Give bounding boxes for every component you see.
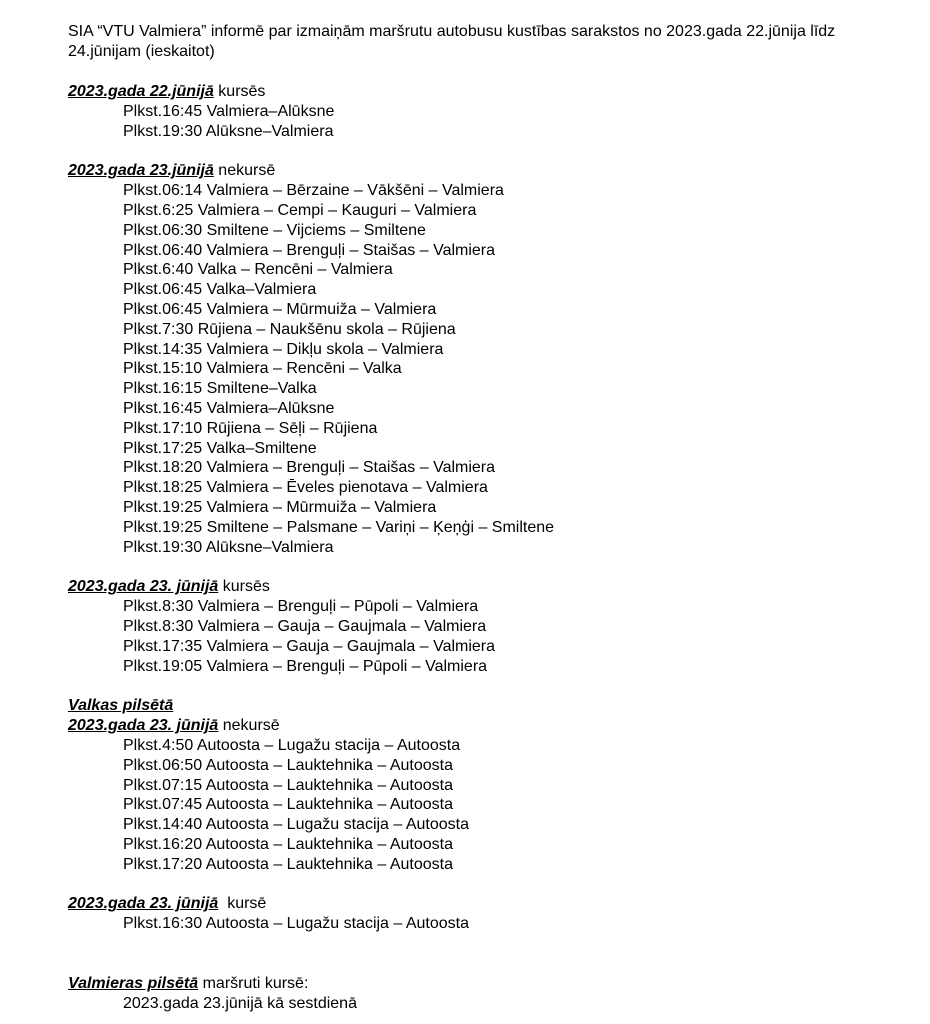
section-status: nekursē	[213, 162, 276, 180]
route-item: Plkst.18:25 Valmiera – Ēveles pienotava – Valmiera	[123, 479, 488, 497]
section-june-23-not-running	[68, 161, 888, 557]
route-item: Plkst.8:30 Valmiera – Gauja – Gaujmala – Valmiera	[123, 617, 487, 635]
route-item: Plkst.06:45 Valmiera – Mūrmuiža – Valmiera	[123, 300, 437, 318]
section-status: kursēs	[218, 578, 270, 596]
route-item: Plkst.14:35 Valmiera – Dikļu skola – Valmiera	[123, 340, 444, 358]
section-heading	[68, 974, 888, 994]
section-heading	[68, 577, 888, 597]
route-item: Plkst.7:30 Rūjiena – Naukšēnu skola – Rūjiena	[123, 320, 456, 338]
route-item: Plkst.06:45 Valka–Valmiera	[123, 281, 317, 299]
section-date: 2023.gada 23.jūnijā	[68, 162, 214, 180]
route-item: Plkst.07:15 Autoosta – Lauktehnika – Autoosta	[123, 776, 454, 794]
city-title	[68, 696, 888, 716]
route-item: Plkst.06:40 Valmiera – Brenguļi – Staišas – Valmiera	[123, 241, 496, 259]
route-item: Plkst.8:30 Valmiera – Brenguļi – Pūpoli – Valmiera	[123, 598, 479, 616]
section-heading	[68, 716, 888, 736]
section-date: 2023.gada 22.jūnijā	[68, 83, 214, 100]
section-heading	[68, 82, 888, 102]
document-page	[68, 22, 888, 1014]
route-item: Plkst.06:30 Smiltene – Vijciems – Smiltene	[123, 221, 426, 239]
section-heading	[68, 894, 888, 914]
section-status: kursē	[218, 895, 267, 913]
route-item: Plkst.06:50 Autoosta – Lauktehnika – Autoosta	[123, 756, 454, 774]
route-item: Plkst.6:25 Valmiera – Cempi – Kauguri – Valmiera	[123, 201, 477, 219]
route-item: Plkst.16:20 Autoosta – Lauktehnika – Autoosta	[123, 835, 454, 853]
route-item: Plkst.16:45 Valmiera–Alūksne	[123, 399, 335, 417]
valmiera-title: Valmieras pilsētā	[68, 975, 199, 993]
route-item: Plkst.19:25 Smiltene – Palsmane – Variņi – Ķeņģi – Smiltene	[123, 518, 555, 536]
route-item: Plkst.17:10 Rūjiena – Sēļi – Rūjiena	[123, 419, 378, 437]
section-valka-running	[68, 894, 888, 934]
section-june-23-running	[68, 577, 888, 676]
section-valka-city	[68, 696, 888, 874]
route-item: Plkst.16:15 Smiltene–Valka	[123, 380, 317, 398]
section-june-22-running	[68, 82, 888, 141]
route-item: Plkst.15:10 Valmiera – Rencēni – Valka	[123, 360, 402, 378]
route-item: Plkst.07:45 Autoosta – Lauktehnika – Autoosta	[123, 796, 454, 814]
route-item: Plkst.18:20 Valmiera – Brenguļi – Staišas – Valmiera	[123, 459, 496, 477]
section-date: 2023.gada 23. jūnijā	[68, 717, 219, 735]
route-item: Plkst.16:45 Valmiera–Alūksne	[123, 102, 335, 120]
route-item: Plkst.19:30 Alūksne–Valmiera	[123, 122, 334, 140]
valka-title: Valkas pilsētā	[68, 697, 174, 715]
section-status: kursēs	[213, 83, 266, 100]
route-item: Plkst.4:50 Autoosta – Lugažu stacija – Autoosta	[123, 736, 461, 754]
schedule-note: 2023.gada 23.jūnijā kā sestdienā	[123, 994, 357, 1012]
intro-paragraph: SIA “VTU Valmiera” informē par izmaiņām maršrutu autobusu kustības sarakstos no 2023.gada 22.jūnija līdz 24.jūnijam (ieskaitot)	[68, 23, 836, 60]
route-item: Plkst.17:35 Valmiera – Gauja – Gaujmala – Valmiera	[123, 637, 496, 655]
section-date: 2023.gada 23. jūnijā	[68, 578, 219, 596]
section-status: nekursē	[218, 717, 280, 735]
route-item: Plkst.17:20 Autoosta – Lauktehnika – Autoosta	[123, 855, 454, 873]
section-date: 2023.gada 23. jūnijā	[68, 895, 219, 913]
route-item: Plkst.17:25 Valka–Smiltene	[123, 439, 317, 457]
route-item: Plkst.19:05 Valmiera – Brenguļi – Pūpoli – Valmiera	[123, 657, 488, 675]
route-item: Plkst.06:14 Valmiera – Bērzaine – Vākšēni – Valmiera	[123, 182, 504, 200]
route-item: Plkst.6:40 Valka – Rencēni – Valmiera	[123, 261, 393, 279]
route-item: Plkst.19:30 Alūksne–Valmiera	[123, 538, 334, 556]
section-status: maršruti kursē:	[198, 975, 309, 993]
section-heading	[68, 161, 888, 181]
section-valmiera-city	[68, 974, 888, 1014]
route-item: Plkst.19:25 Valmiera – Mūrmuiža – Valmiera	[123, 498, 437, 516]
route-item: Plkst.16:30 Autoosta – Lugažu stacija – Autoosta	[123, 915, 470, 933]
route-item: Plkst.14:40 Autoosta – Lugažu stacija – Autoosta	[123, 816, 470, 834]
